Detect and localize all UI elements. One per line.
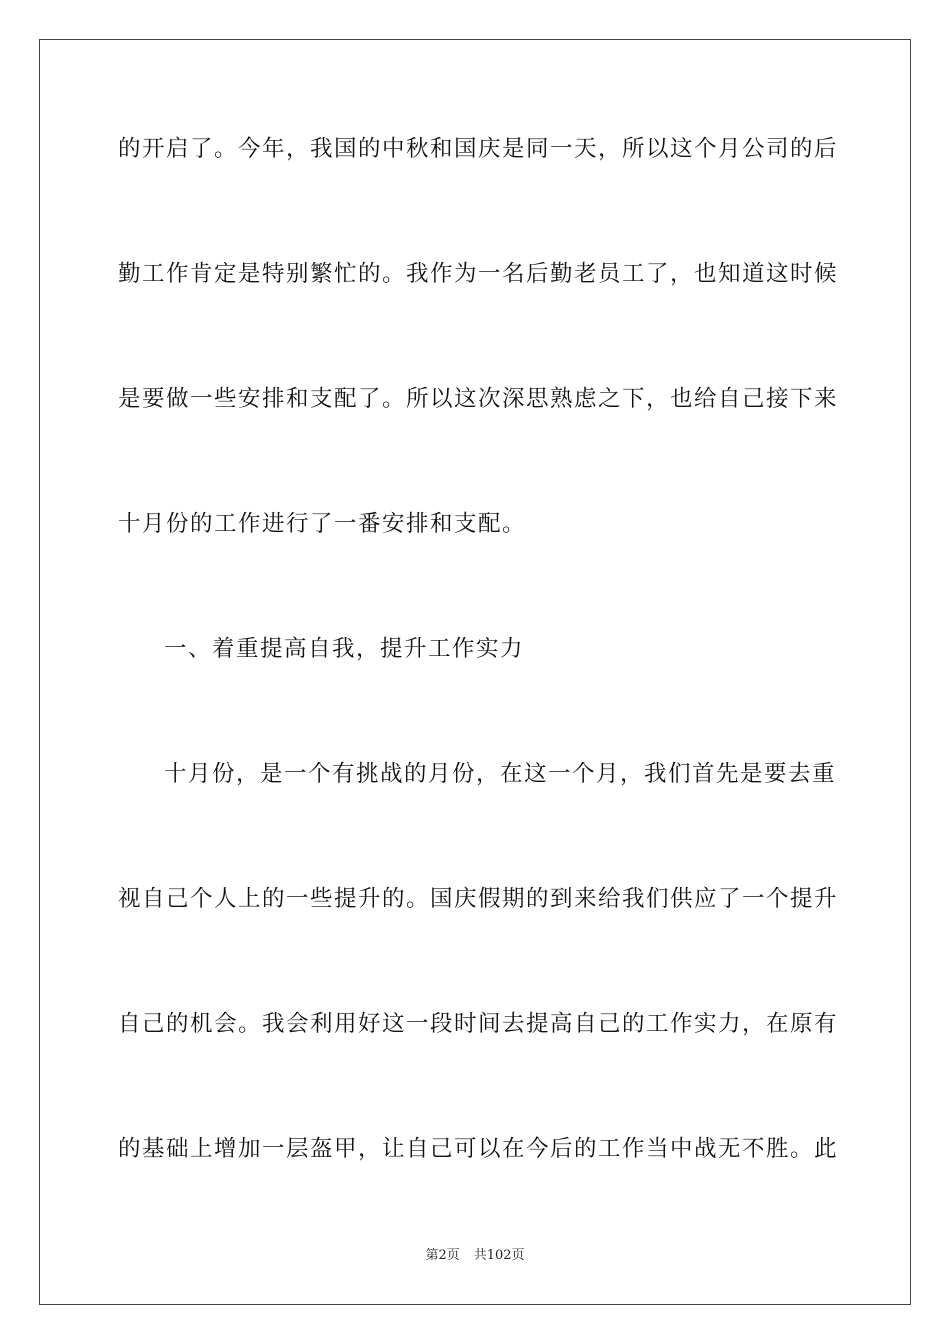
body-line: 十月份的工作进行了一番安排和支配。 <box>118 511 527 537</box>
page-border <box>39 39 911 1305</box>
body-line: 的基础上增加一层盔甲，让自己可以在今后的工作当中战无不胜。此 <box>118 1136 839 1162</box>
body-line: 勤工作肯定是特别繁忙的。我作为一名后勤老员工了，也知道这时候 <box>118 261 839 287</box>
body-line: 自己的机会。我会利用好这一段时间去提高自己的工作实力，在原有 <box>118 1011 839 1037</box>
body-line: 视自己个人上的一些提升的。国庆假期的到来给我们供应了一个提升 <box>118 886 839 912</box>
page-number: 第2页 <box>425 1248 460 1263</box>
page-footer <box>0 1247 950 1265</box>
body-line: 是要做一些安排和支配了。所以这次深思熟虑之下，也给自己接下来 <box>118 386 839 412</box>
body-line: 的开启了。今年，我国的中秋和国庆是同一天，所以这个月公司的后 <box>118 136 839 162</box>
section-heading: 一、着重提高自我，提升工作实力 <box>164 636 525 662</box>
page-total: 共102页 <box>473 1248 525 1263</box>
body-line: 十月份，是一个有挑战的月份，在这一个月，我们首先是要去重 <box>164 761 837 787</box>
